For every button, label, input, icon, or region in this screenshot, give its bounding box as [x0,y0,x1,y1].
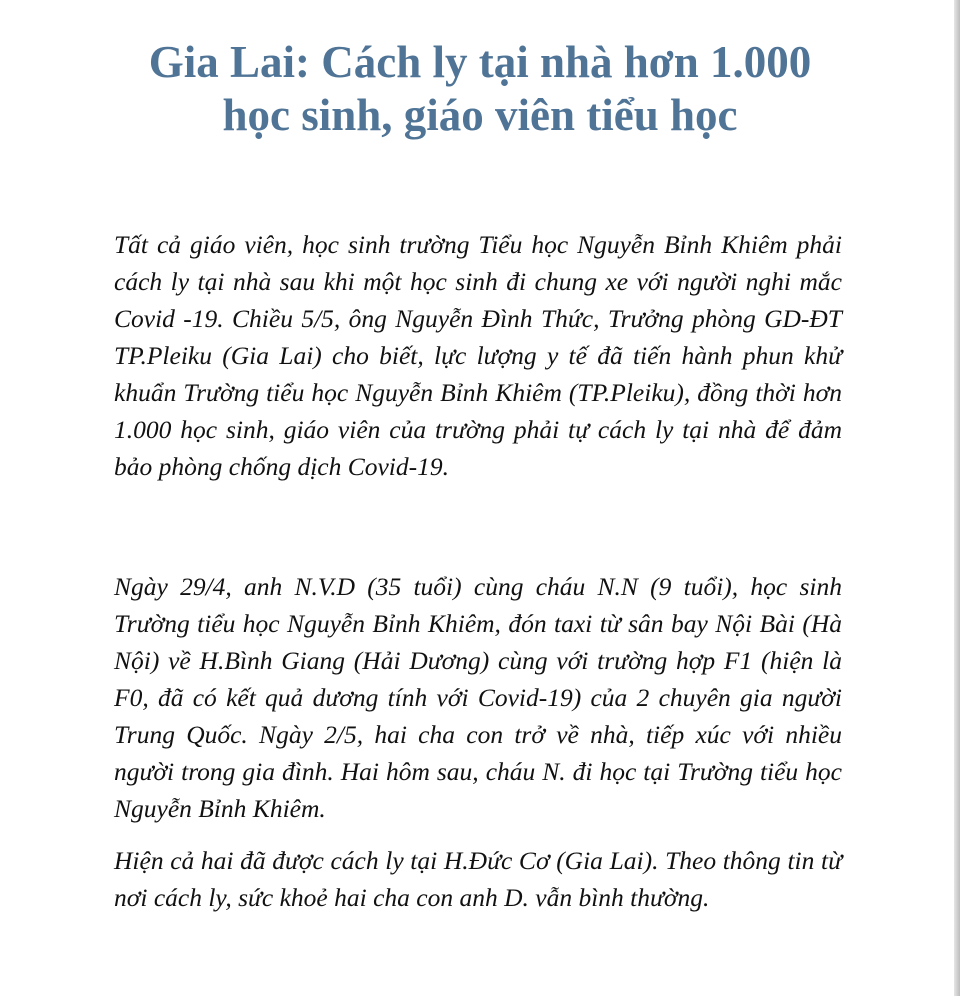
article-paragraph-3: Hiện cả hai đã được cách ly tại H.Đức Cơ (Gia Lai). Theo thông tin từ nơi cách ly, sức khoẻ hai cha con anh D. vẫn bình thường. [114,846,842,912]
article-paragraph-2: Ngày 29/4, anh N.V.D (35 tuổi) cùng cháu N.N (9 tuổi), học sinh Trường tiểu học Nguyễn Bỉnh Khiêm, đón taxi từ sân bay Nội Bài (Hà Nội) về H.Bình Giang (Hải Dương) cùng với trường hợp F1 (hiện là F0, đã có kết quả dương tính với Covid-19) của 2 chuyên gia người Trung Quốc. Ngày 2/5, hai cha con trở về nhà, tiếp xúc với nhiều người trong gia đình. Hai hôm sau, cháu N. đi học tại Trường tiểu học Nguyễn Bỉnh Khiêm. [114,572,842,823]
article-title: Gia Lai: Cách ly tại nhà hơn 1.000 học sinh, giáo viên tiểu học [148,37,812,140]
article-paragraph-1: Tất cả giáo viên, học sinh trường Tiểu học Nguyễn Bỉnh Khiêm phải cách ly tại nhà sau khi một học sinh đi chung xe với người nghi mắc Covid -19. Chiều 5/5, ông Nguyễn Đình Thức, Trưởng phòng GD-ĐT TP.Pleiku (Gia Lai) cho biết, lực lượng y tế đã tiến hành phun khử khuẩn Trường tiểu học Nguyễn Bỉnh Khiêm (TP.Pleiku), đồng thời hơn 1.000 học sinh, giáo viên của trường phải tự cách ly tại nhà để đảm bảo phòng chống dịch Covid-19. [114,230,842,481]
page-edge-shadow [954,0,960,996]
